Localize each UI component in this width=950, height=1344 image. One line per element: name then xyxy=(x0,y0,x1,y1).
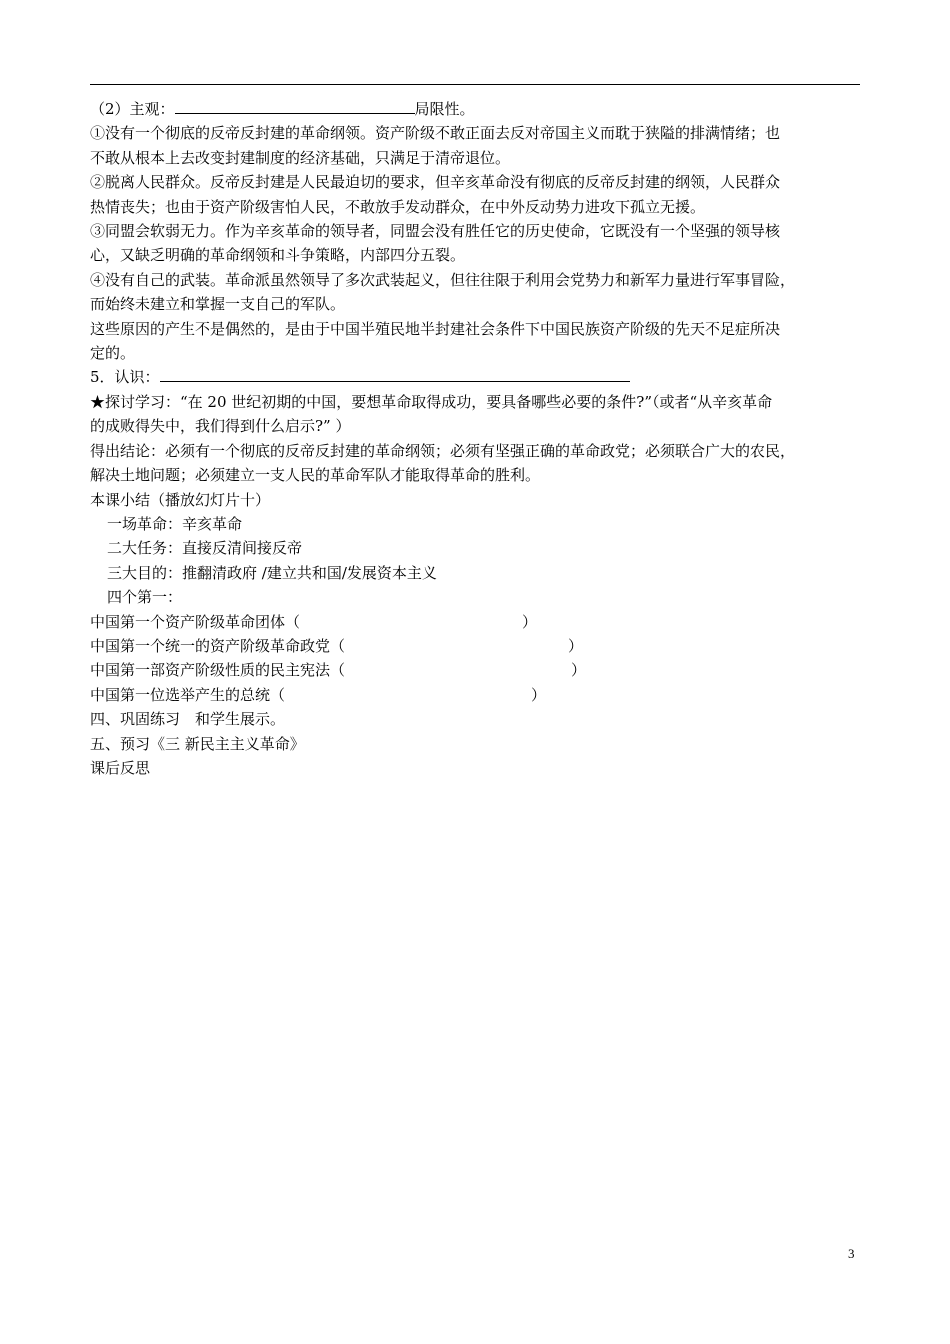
recognition-blank[interactable] xyxy=(160,365,630,382)
practice-line: 四、巩固练习 和学生展示。 xyxy=(90,710,286,729)
first-president-label: 中国第一位选举产生的总统（ xyxy=(90,685,286,704)
summary-item-tasks: 二大任务：直接反清间接反帝 xyxy=(107,539,303,558)
limit-2-line-2: 热情丧失；也由于资产阶级害怕人民，不敢放手发动群众，在中外反动势力进攻下孤立无援。 xyxy=(90,197,706,216)
subjective-blank[interactable] xyxy=(175,97,415,114)
document-body xyxy=(90,97,865,780)
inquiry-line-2: 的成败得失中，我们得到什么启示?” ） xyxy=(90,417,351,436)
first-constitution-close: ） xyxy=(571,661,587,680)
recognition-prefix: 5．认识： xyxy=(90,368,160,387)
header-rule xyxy=(90,84,860,85)
preview-line: 五、预习《三 新民主主义革命》 xyxy=(90,734,305,753)
first-party-label: 中国第一个统一的资产阶级革命政党（ xyxy=(90,636,346,655)
subjective-line xyxy=(90,97,865,121)
subjective-prefix: （2）主观： xyxy=(90,100,175,118)
limit-4-line-1: ④没有自己的武装。革命派虽然领导了多次武装起义，但往往限于利用会党势力和新军力量进行军事冒险， xyxy=(90,270,796,289)
conclusion-line-1: 得出结论：必须有一个彻底的反帝反封建的革命纲领；必须有坚强正确的革命政党；必须联合广大的农民， xyxy=(90,441,796,460)
limit-4-line-2: 而始终未建立和掌握一支自己的军队。 xyxy=(90,295,346,314)
limit-3-line-2: 心，又缺乏明确的革命纲领和斗争策略，内部四分五裂。 xyxy=(90,246,466,265)
limit-1-line-1: ①没有一个彻底的反帝反封建的革命纲领。资产阶级不敢正面去反对帝国主义而耽于狭隘的排满情绪；也 xyxy=(90,124,781,143)
subjective-suffix: 局限性。 xyxy=(414,100,475,118)
conclusion-line-2: 解决土地问题；必须建立一支人民的革命军队才能取得革命的胜利。 xyxy=(90,466,541,485)
first-president-line xyxy=(90,683,865,707)
first-group-close: ） xyxy=(522,612,538,631)
reflection-line: 课后反思 xyxy=(90,758,151,777)
first-group-line xyxy=(90,610,865,634)
limit-3-line-1: ③同盟会软弱无力。作为辛亥革命的领导者，同盟会没有胜任它的历史使命，它既没有一个坚强的领导核 xyxy=(90,222,781,241)
page-number: 3 xyxy=(848,1246,855,1261)
summary-item-firsts: 四个第一： xyxy=(107,588,183,607)
inquiry-line-1: ★探讨学习：“在 20 世纪初期的中国，要想革命取得成功，要具备哪些必要的条件?”（或者“从辛亥革命 xyxy=(90,392,773,411)
summary-item-revolution: 一场革命：辛亥革命 xyxy=(107,514,243,533)
first-group-label: 中国第一个资产阶级革命团体（ xyxy=(90,612,301,631)
first-party-line xyxy=(90,634,865,658)
first-party-close: ） xyxy=(568,636,584,655)
first-president-close: ） xyxy=(531,685,547,704)
summary-item-goals: 三大目的：推翻清政府 /建立共和国/发展资本主义 xyxy=(107,563,437,582)
first-constitution-line xyxy=(90,658,865,682)
causes-line-2: 定的。 xyxy=(90,344,136,363)
causes-line-1: 这些原因的产生不是偶然的，是由于中国半殖民地半封建社会条件下中国民族资产阶级的先天不足症所决 xyxy=(90,319,781,338)
limit-1-line-2: 不敢从根本上去改变封建制度的经济基础，只满足于清帝退位。 xyxy=(90,148,511,167)
limit-2-line-1: ②脱离人民群众。反帝反封建是人民最迫切的要求，但辛亥革命没有彻底的反帝反封建的纲领，人民群众 xyxy=(90,173,781,192)
summary-heading: 本课小结（播放幻灯片十） xyxy=(90,490,271,509)
recognition-line xyxy=(90,365,865,389)
first-constitution-label: 中国第一部资产阶级性质的民主宪法（ xyxy=(90,661,346,680)
